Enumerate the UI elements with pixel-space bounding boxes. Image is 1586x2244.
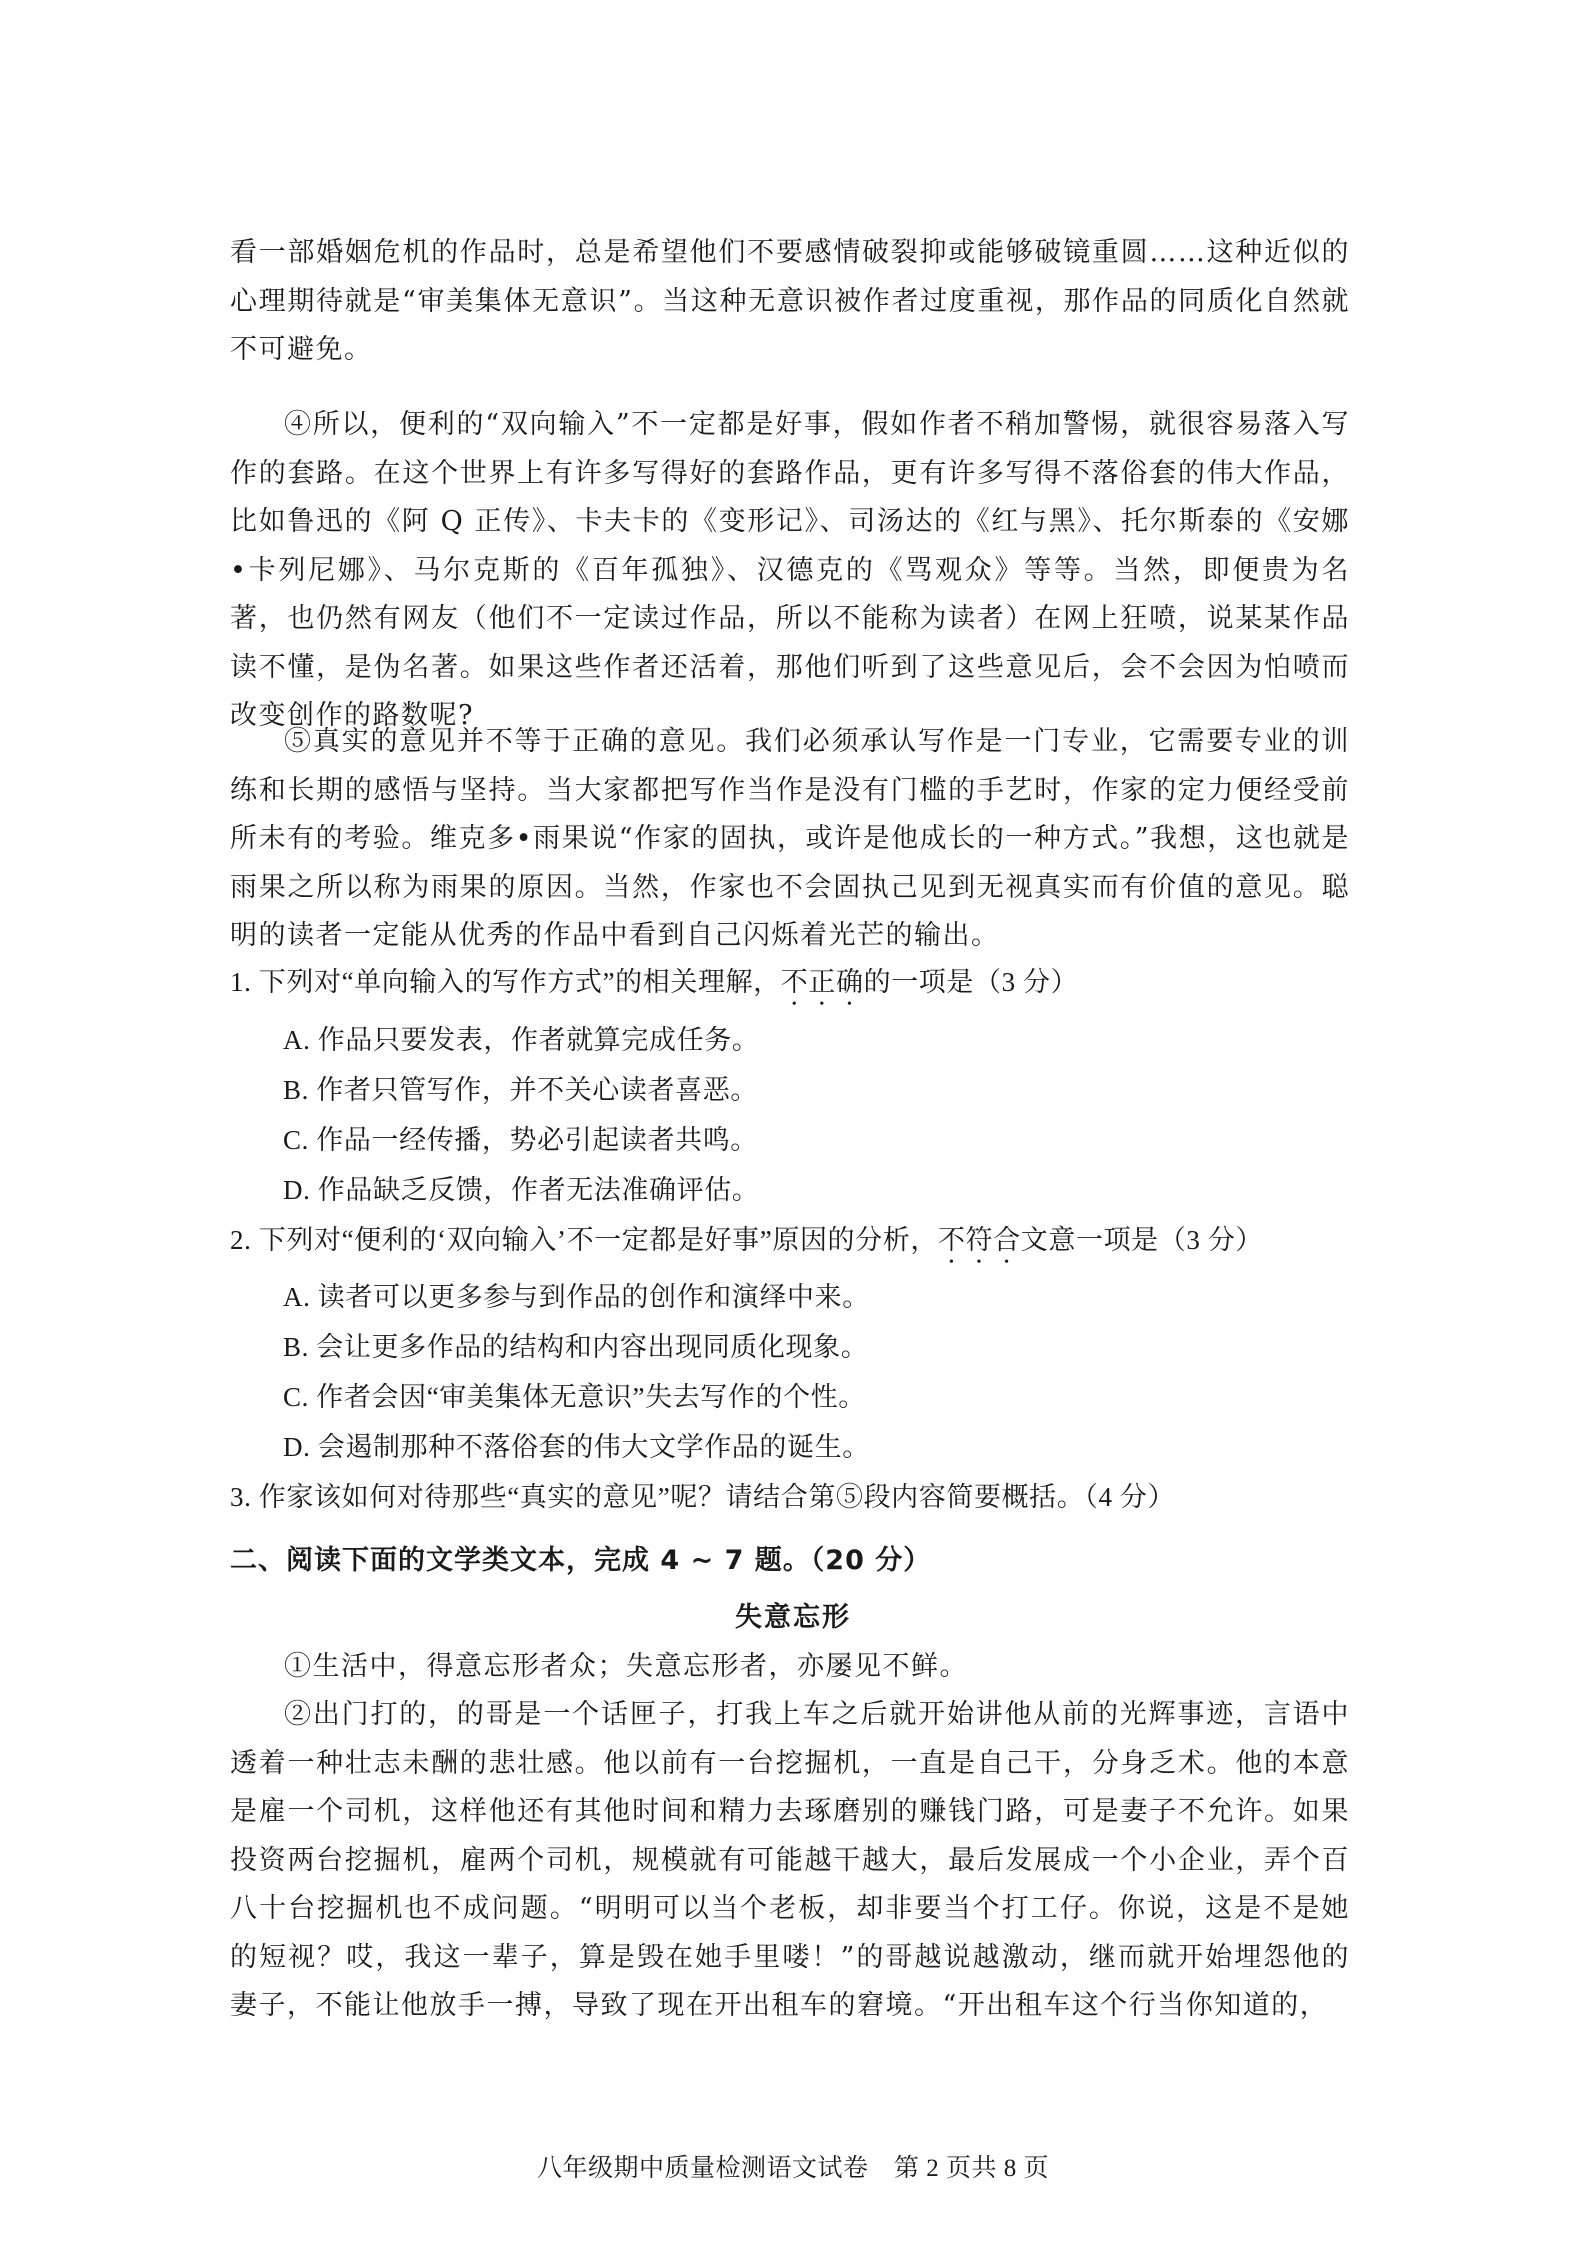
question-2-option-d: D. 会遏制那种不落俗套的伟大文学作品的诞生。 [283,1432,870,1462]
question-2-emphasis: 不符合 [937,1225,1021,1255]
story-paragraph-2: ②出门打的，的哥是一个话匣子，打我上车之后就开始讲他从前的光辉事迹，言语中透着一种壮志未酬的悲壮感。他以前有一台挖掘机，一直是自己干，分身乏术。他的本意是雇一个司机，这样他还有其他时间和精力去琢磨别的赚钱门路，可是妻子不允许。如果投资两台挖掘机，雇两个司机，规模就有可能越干越大，最后发展成一个小企业，弄个百八十台挖掘机也不成问题。“明明可以当个老板，却非要当个打工仔。你说，这是不是她的短视？哎，我这一辈子，算是毁在她手里喽！”的哥越说越激动，继而就开始埋怨他的妻子，不能让他放手一搏，导致了现在开出租车的窘境。“开出租车这个行当你知道的， [230,1699,1350,2021]
question-2-option-b: B. 会让更多作品的结构和内容出现同质化现象。 [283,1332,869,1362]
question-2-suffix: 文意一项是（3 分） [1020,1225,1264,1255]
story-title: 失意忘形 [735,1602,851,1633]
section-2-heading: 二、阅读下面的文学类文本，完成 4 ~ 7 题。（20 分） [230,1545,932,1576]
question-1-option-a: A. 作品只要发表，作者就算完成任务。 [283,1025,760,1055]
question-1-emphasis: 不正确 [780,967,864,997]
question-1-suffix: 的一项是（3 分） [863,967,1079,997]
passage-paragraph-4: ④所以，便利的“双向输入”不一定都是好事，假如作者不稍加警惕，就很容易落入写作的套路。在这个世界上有许多写得好的套路作品，更有许多写得不落俗套的伟大作品，比如鲁迅的《阿 Q 正传》、卡夫卡的《变形记》、司汤达的《红与黑》、托尔斯泰的《安娜•卡列尼娜》、马尔克斯的《百年孤独》、汉德克的《骂观众》等等。当然，即便贵为名著，也仍然有网友（他们不一定读过作品，所以不能称为读者）在网上狂喷，说某某作品读不懂，是伪名著。如果这些作者还活着，那他们听到了这些意见后，会不会因为怕喷而改变创作的路数呢? [230,409,1350,731]
question-1-prefix: 1. 下列对“单向输入的写作方式”的相关理解， [230,967,781,997]
question-2-option-a: A. 读者可以更多参与到作品的创作和演绎中来。 [283,1282,870,1312]
page-footer: 八年级期中质量检测语文试卷 第 2 页共 8 页 [536,2155,1049,2182]
question-1-option-d: D. 作品缺乏反馈，作者无法准确评估。 [283,1175,760,1205]
question-1-option-c: C. 作品一经传播，势必引起读者共鸣。 [283,1125,758,1155]
story-paragraph-1: ①生活中，得意忘形者众；失意忘形者，亦屡见不鲜。 [284,1651,968,1682]
question-1-option-b: B. 作者只管写作，并不关心读者喜恶。 [283,1075,758,1105]
question-2 [230,1218,1263,1270]
question-1 [230,960,1078,1012]
question-2-option-c: C. 作者会因“审美集体无意识”失去写作的个性。 [283,1382,866,1412]
passage-paragraph-3-continued: 看一部婚姻危机的作品时，总是希望他们不要感情破裂抑或能够破镜重圆……这种近似的心理期待就是“审美集体无意识”。当这种无意识被作者过度重视，那作品的同质化自然就不可避免。 [230,237,1350,365]
question-2-prefix: 2. 下列对“便利的‘双向输入’不一定都是好事”原因的分析， [230,1225,938,1255]
question-3: 3. 作家该如何对待那些“真实的意见”呢？请结合第⑤段内容简要概括。（4 分） [230,1482,1176,1512]
passage-paragraph-5: ⑤真实的意见并不等于正确的意见。我们必须承认写作是一门专业，它需要专业的训练和长期的感悟与坚持。当大家都把写作当作是没有门槛的手艺时，作家的定力便经受前所未有的考验。维克多•雨果说“作家的固执，或许是他成长的一种方式。”我想，这也就是雨果之所以称为雨果的原因。当然，作家也不会固执己见到无视真实而有价值的意见。聪明的读者一定能从优秀的作品中看到自己闪烁着光芒的输出。 [230,726,1350,951]
